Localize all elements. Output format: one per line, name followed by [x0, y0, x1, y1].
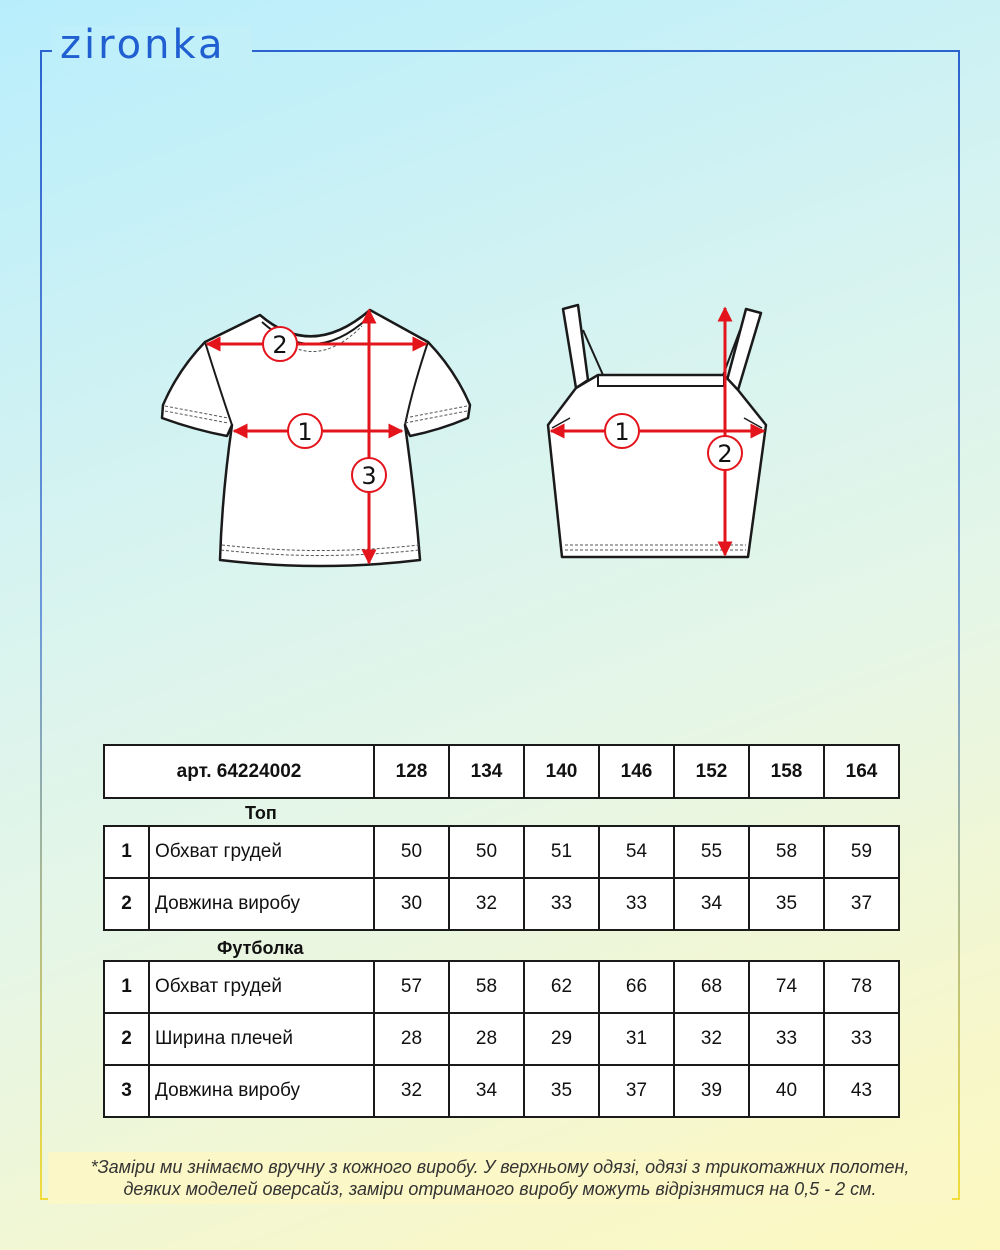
top-measurements-table	[103, 825, 900, 931]
size-164: 164	[824, 745, 899, 798]
value-cell: 33	[599, 878, 674, 930]
size-140: 140	[524, 745, 599, 798]
svg-text:1: 1	[614, 418, 630, 446]
size-128: 128	[374, 745, 449, 798]
value-cell: 55	[674, 826, 749, 878]
size-158: 158	[749, 745, 824, 798]
row-label: Довжина виробу	[149, 878, 374, 930]
size-146: 146	[599, 745, 674, 798]
value-cell: 34	[674, 878, 749, 930]
top-marker-2	[708, 436, 742, 470]
value-cell: 57	[374, 961, 449, 1013]
row-number: 1	[104, 961, 149, 1013]
value-cell: 50	[374, 826, 449, 878]
tshirt-marker-1	[288, 414, 322, 448]
size-152: 152	[674, 745, 749, 798]
row-number: 2	[104, 1013, 149, 1065]
value-cell: 29	[524, 1013, 599, 1065]
value-cell: 28	[374, 1013, 449, 1065]
value-cell: 33	[824, 1013, 899, 1065]
value-cell: 37	[599, 1065, 674, 1117]
garment-diagrams	[0, 0, 1000, 620]
table-row	[104, 878, 899, 930]
svg-text:2: 2	[717, 440, 733, 468]
tshirt-measurements-table	[103, 960, 900, 1118]
value-cell: 35	[749, 878, 824, 930]
value-cell: 28	[449, 1013, 524, 1065]
table-row	[104, 1065, 899, 1117]
value-cell: 58	[449, 961, 524, 1013]
tshirt-marker-2	[263, 327, 297, 361]
value-cell: 39	[674, 1065, 749, 1117]
table-row	[104, 1013, 899, 1065]
value-cell: 66	[599, 961, 674, 1013]
table-row	[104, 961, 899, 1013]
value-cell: 78	[824, 961, 899, 1013]
section-title-tshirt: Футболка	[217, 938, 304, 958]
svg-text:1: 1	[297, 418, 313, 446]
value-cell: 62	[524, 961, 599, 1013]
value-cell: 50	[449, 826, 524, 878]
size-134: 134	[449, 745, 524, 798]
size-header-row	[104, 745, 899, 798]
value-cell: 33	[524, 878, 599, 930]
value-cell: 43	[824, 1065, 899, 1117]
value-cell: 68	[674, 961, 749, 1013]
table-row	[104, 826, 899, 878]
row-number: 3	[104, 1065, 149, 1117]
size-header-table	[103, 744, 900, 799]
row-label: Обхват грудей	[149, 961, 374, 1013]
value-cell: 74	[749, 961, 824, 1013]
row-number: 2	[104, 878, 149, 930]
value-cell: 54	[599, 826, 674, 878]
svg-text:2: 2	[272, 331, 288, 359]
measurement-footnote	[40, 1156, 960, 1200]
tshirt-marker-3	[352, 458, 386, 492]
section-title-top: Топ	[245, 803, 277, 823]
row-number: 1	[104, 826, 149, 878]
row-label: Довжина виробу	[149, 1065, 374, 1117]
value-cell: 32	[449, 878, 524, 930]
value-cell: 31	[599, 1013, 674, 1065]
value-cell: 58	[749, 826, 824, 878]
row-label: Обхват грудей	[149, 826, 374, 878]
article-number: арт. 64224002	[104, 745, 374, 798]
value-cell: 37	[824, 878, 899, 930]
top-marker-1	[605, 414, 639, 448]
row-label: Ширина плечей	[149, 1013, 374, 1065]
svg-text:3: 3	[361, 462, 377, 490]
value-cell: 32	[674, 1013, 749, 1065]
footnote-line-1: *Заміри ми знімаємо вручну з кожного виробу. У верхньому одязі, одязі з трикотажних полотен,	[90, 1157, 910, 1177]
footnote-line-2: деяких моделей оверсайз, заміри отриманого виробу можуть відрізнятися на 0,5 - 2 см.	[123, 1179, 877, 1199]
value-cell: 30	[374, 878, 449, 930]
value-cell: 32	[374, 1065, 449, 1117]
value-cell: 34	[449, 1065, 524, 1117]
value-cell: 35	[524, 1065, 599, 1117]
value-cell: 40	[749, 1065, 824, 1117]
value-cell: 51	[524, 826, 599, 878]
value-cell: 59	[824, 826, 899, 878]
brand-logo: zironka	[60, 22, 226, 68]
value-cell: 33	[749, 1013, 824, 1065]
